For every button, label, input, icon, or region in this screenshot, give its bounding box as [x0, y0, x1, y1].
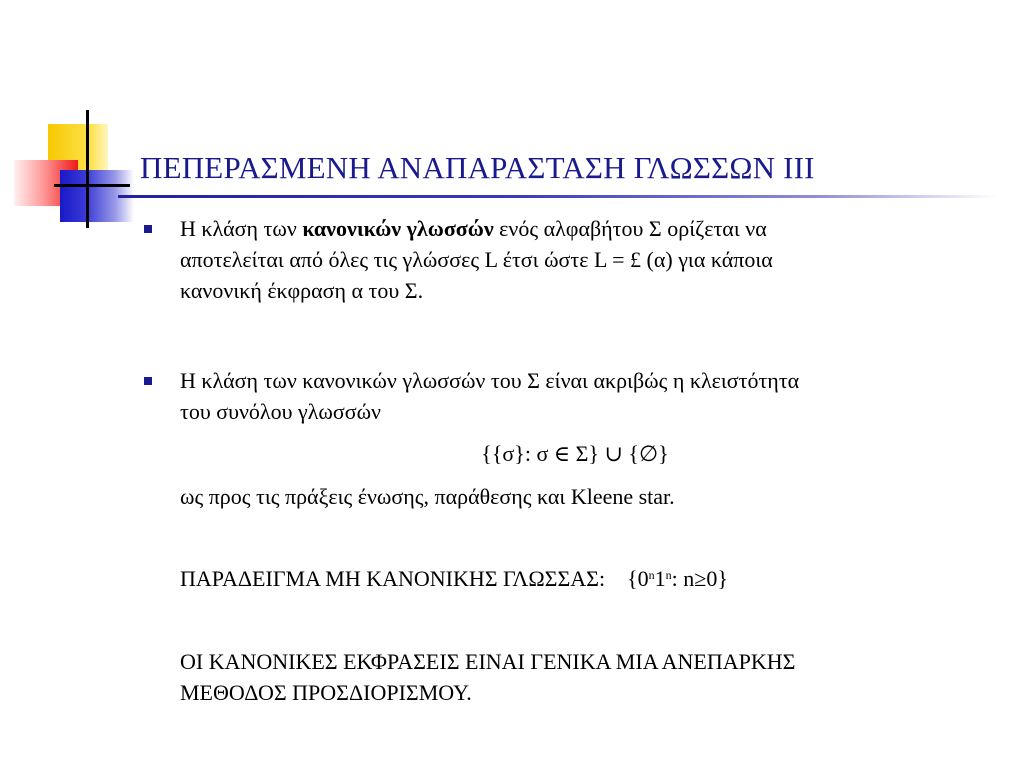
bullet-1-bold-term: κανονικών γλωσσών: [302, 216, 494, 241]
slide-title: ΠΕΠΕΡΑΣΜΕΝΗ ΑΝΑΠΑΡΑΣΤΑΣΗ ΓΛΩΣΣΩΝ ΙΙΙ: [140, 150, 815, 185]
formula-line: {{σ}: σ ∈ Σ} ∪ {∅}: [481, 441, 669, 466]
example-sup-2: n: [665, 568, 672, 582]
conclusion-line-2: ΜΕΘΟΔΟΣ ΠΡΟΣΔΙΟΡΙΣΜΟΥ.: [180, 680, 472, 705]
bullet-2-line-1: Η κλάση των κανονικών γλωσσών του Σ είναι ακριβώς η κλειστότητα: [180, 368, 800, 393]
bullet-1-line-3: κανονική έκφραση α του Σ.: [180, 278, 424, 303]
example-set: [627, 566, 728, 591]
bullet-marker-2: [144, 377, 152, 385]
bullet-1-line-1-end: ενός αλφαβήτου Σ ορίζεται να: [493, 216, 767, 241]
bullet-1-line-1: [180, 213, 773, 244]
example-sup-1: n: [648, 568, 655, 582]
operations-line: ως προς τις πράξεις ένωσης, παράθεσης και Kleene star.: [180, 484, 675, 509]
bullet-1-line-2: αποτελείται από όλες τις γλώσσες L έτσι ώστε L = £ (α) για κάποια: [180, 247, 773, 272]
bullet-1-line-1-start: Η κλάση των: [180, 216, 303, 241]
bullet-2-text: [180, 365, 799, 427]
example-line: [180, 563, 728, 594]
example-set-mid: 1: [654, 566, 666, 591]
bullet-1-text: [180, 213, 773, 306]
bullet-2-line-2: του συνόλου γλωσσών: [180, 399, 382, 424]
conclusion-line-1: ΟΙ ΚΑΝΟΝΙΚΕΣ ΕΚΦΡΑΣΕΙΣ ΕΙΝΑΙ ΓΕΝΙΚΑ ΜΙΑ ΑΝΕΠΑΡΚΗΣ: [180, 649, 796, 674]
bullet-marker-1: [144, 225, 152, 233]
example-label: ΠΑΡΑΔΕΙΓΜΑ ΜΗ ΚΑΝΟΝΙΚΗΣ ΓΛΩΣΣΑΣ:: [180, 566, 606, 591]
conclusion-text: [180, 646, 795, 708]
example-set-close: : n≥0}: [671, 566, 728, 591]
example-set-open: {0: [627, 566, 649, 591]
